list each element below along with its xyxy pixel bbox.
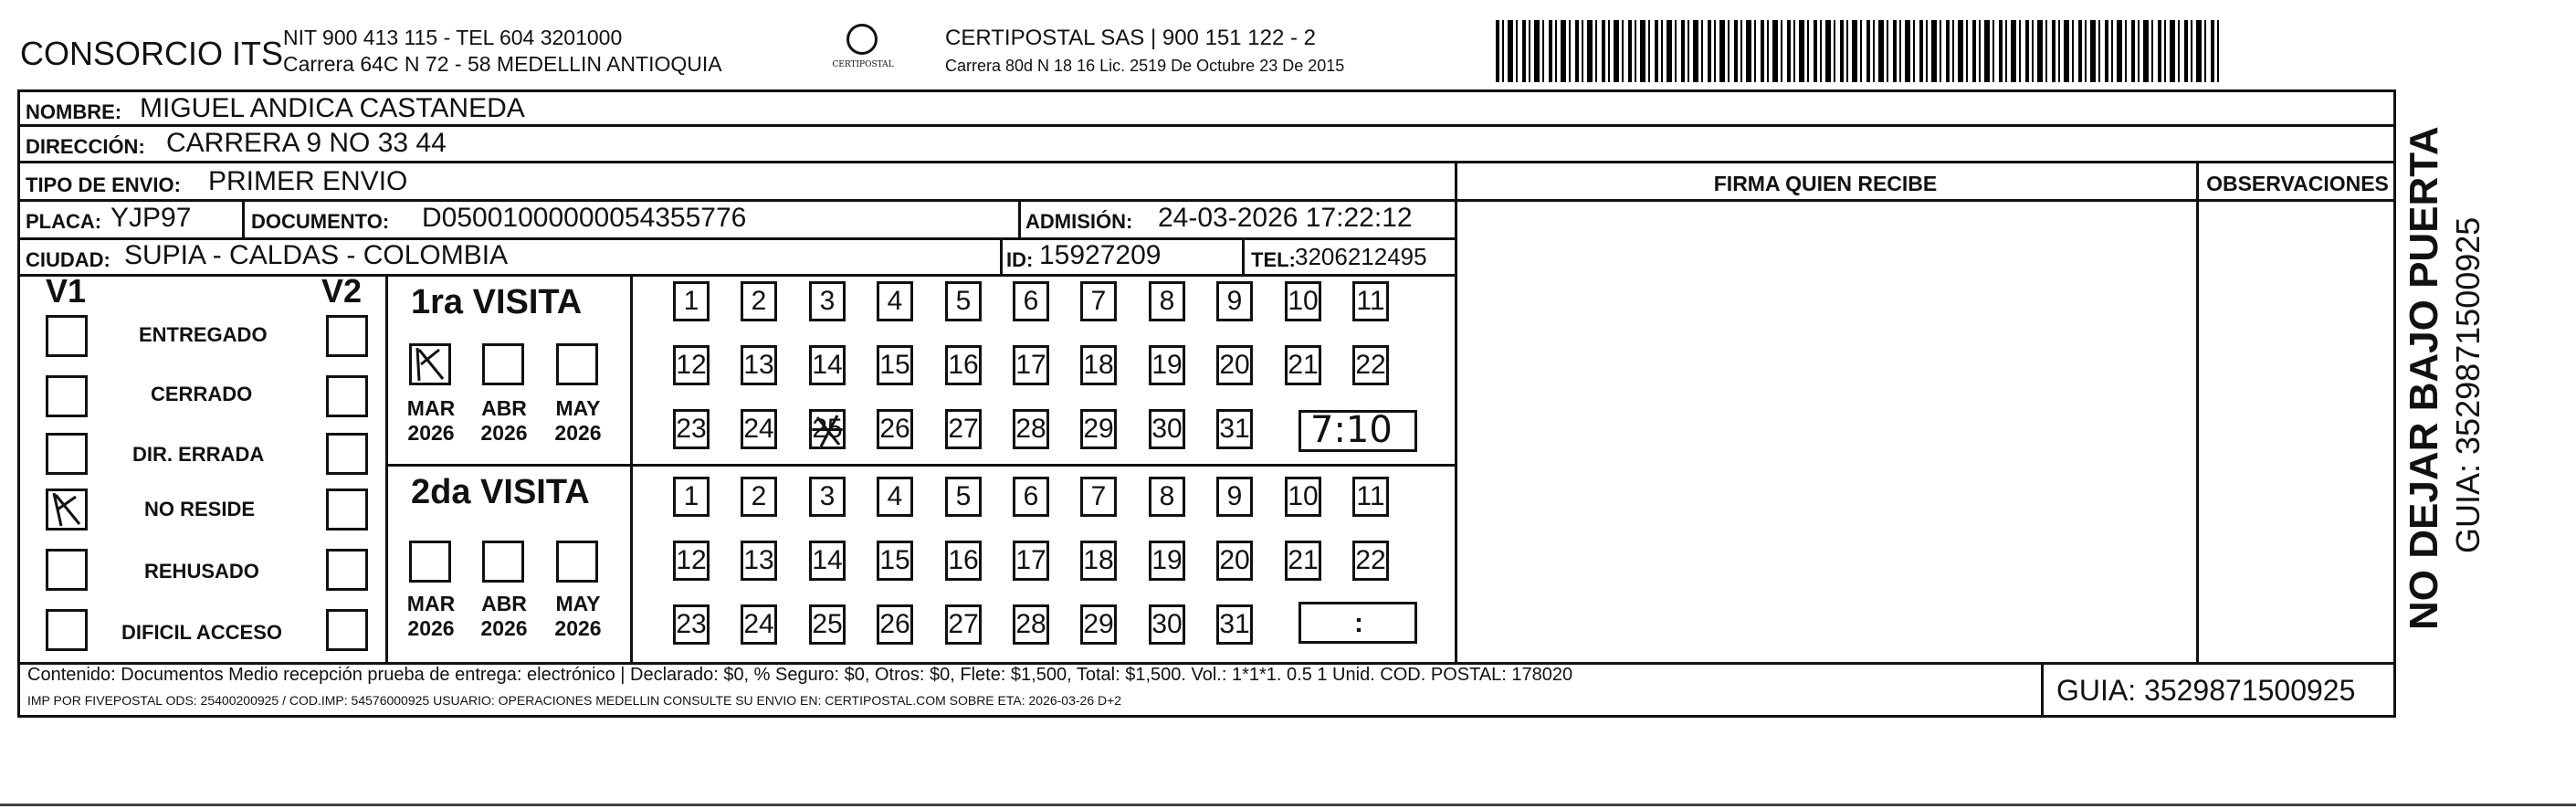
visit-1-day-14-box[interactable]: 14 bbox=[809, 345, 846, 385]
v2-dificil-acceso-checkbox[interactable] bbox=[326, 609, 368, 651]
visit-2-day-7-box[interactable]: 7 bbox=[1080, 477, 1117, 517]
visit-2-day-20-box[interactable]: 20 bbox=[1216, 541, 1253, 581]
v1-label: V1 bbox=[46, 272, 87, 310]
firma-label: FIRMA QUIEN RECIBE bbox=[1713, 172, 1938, 195]
tel-value: 3206212495 bbox=[1295, 243, 1427, 270]
observaciones-label: OBSERVACIONES bbox=[2206, 172, 2389, 195]
visit-1-day-4-box[interactable]: 4 bbox=[877, 281, 913, 321]
visit-2-day-18-box[interactable]: 18 bbox=[1080, 541, 1117, 581]
visit-1-day-9-box[interactable]: 9 bbox=[1216, 281, 1253, 321]
visit-1-day-25-box[interactable]: 25 bbox=[809, 409, 846, 449]
visit-1-month-abr-checkbox[interactable] bbox=[482, 343, 524, 385]
visit-1-day-7-box[interactable]: 7 bbox=[1080, 281, 1117, 321]
visit-1-day-2-box[interactable]: 2 bbox=[741, 281, 777, 321]
certipostal-logo bbox=[826, 24, 899, 79]
visit-2-day-26-box[interactable]: 26 bbox=[877, 604, 913, 645]
visit-2-day-22-box[interactable]: 22 bbox=[1352, 541, 1389, 581]
visit-2-day-1-box[interactable]: 1 bbox=[673, 477, 710, 517]
status-option-no-reside: NO RESIDE bbox=[144, 498, 256, 520]
visit-1-day-21-box[interactable]: 21 bbox=[1285, 345, 1321, 385]
visit-2-day-11-box[interactable]: 11 bbox=[1352, 477, 1389, 517]
check-mark-icon bbox=[48, 491, 85, 528]
visit-2-day-13-box[interactable]: 13 bbox=[741, 541, 777, 581]
visit-1-day-13-box[interactable]: 13 bbox=[741, 345, 777, 385]
visit-2-time-value: : bbox=[1354, 608, 1363, 638]
v1-rehusado-checkbox[interactable] bbox=[46, 549, 88, 591]
visit-1-day-31-box[interactable]: 31 bbox=[1216, 409, 1253, 449]
visit-1-day-10-box[interactable]: 10 bbox=[1285, 281, 1321, 321]
visit-2-day-21-box[interactable]: 21 bbox=[1285, 541, 1321, 581]
courier-license: Carrera 80d N 18 16 Lic. 2519 De Octubre 23 De 2015 bbox=[945, 57, 1345, 75]
tel-label: TEL: bbox=[1251, 248, 1296, 271]
v1-dir-errada-checkbox[interactable] bbox=[46, 433, 88, 475]
placa-value: YJP97 bbox=[110, 203, 192, 233]
visit-2-day-15-box[interactable]: 15 bbox=[877, 541, 913, 581]
visit-1-time-value: 7:10 bbox=[1310, 409, 1393, 451]
visit-1-title: 1ra VISITA bbox=[411, 283, 583, 321]
footer-guia: GUIA: 3529871500925 bbox=[2056, 674, 2356, 707]
visit-1-day-15-box[interactable]: 15 bbox=[877, 345, 913, 385]
visit-1-month-may-checkbox[interactable] bbox=[556, 343, 598, 385]
v1-no-reside-checkbox[interactable] bbox=[46, 489, 88, 531]
visit-1-day-18-box[interactable]: 18 bbox=[1080, 345, 1117, 385]
visit-2-day-5-box[interactable]: 5 bbox=[945, 477, 982, 517]
visit-1-time-field[interactable] bbox=[1299, 410, 1417, 452]
visit-2-day-25-box[interactable]: 25 bbox=[809, 604, 846, 645]
visit-2-month-may-checkbox[interactable] bbox=[556, 541, 598, 583]
visit-1-day-30-box[interactable]: 30 bbox=[1149, 409, 1185, 449]
barcode bbox=[1496, 20, 2222, 82]
visit-2-time-field[interactable] bbox=[1299, 602, 1417, 644]
v2-rehusado-checkbox[interactable] bbox=[326, 549, 368, 591]
visit-1-day-1-box[interactable]: 1 bbox=[673, 281, 710, 321]
ciudad-value: SUPIA - CALDAS - COLOMBIA bbox=[124, 240, 509, 270]
logo-text: CERTIPOSTAL bbox=[832, 60, 894, 69]
direccion-label: DIRECCIÓN: bbox=[26, 135, 145, 158]
visit-2-day-28-box[interactable]: 28 bbox=[1013, 604, 1049, 645]
v2-dir-errada-checkbox[interactable] bbox=[326, 433, 368, 475]
visit-2-day-2-box[interactable]: 2 bbox=[741, 477, 777, 517]
visit-1-month-mar-label: MAR 2026 bbox=[406, 396, 456, 445]
company-nit: NIT 900 413 115 - TEL 604 3201000 bbox=[283, 26, 623, 49]
visit-2-day-17-box[interactable]: 17 bbox=[1013, 541, 1049, 581]
v1-dificil-acceso-checkbox[interactable] bbox=[46, 609, 88, 651]
visit-1-day-22-box[interactable]: 22 bbox=[1352, 345, 1389, 385]
visit-1-day-23-box[interactable]: 23 bbox=[673, 409, 710, 449]
visit-2-day-3-box[interactable]: 3 bbox=[809, 477, 846, 517]
company-name: CONSORCIO ITS bbox=[20, 35, 284, 72]
footer-contenido: Contenido: Documentos Medio recepción prueba de entrega: electrónico | Declarado: $0, % Seguro: $0, Otros: $0, Flete: $1,500, Total: $1,500. Vol.: 1*1*1. 0.5 1 Unid. COD. POSTAL: 178020 bbox=[27, 665, 1573, 685]
visit-1-day-24-box[interactable]: 24 bbox=[741, 409, 777, 449]
visit-1-day-8-box[interactable]: 8 bbox=[1149, 281, 1185, 321]
check-mark-icon bbox=[412, 346, 448, 383]
observaciones-area[interactable] bbox=[2200, 202, 2394, 663]
id-label: ID: bbox=[1006, 248, 1034, 271]
visit-1-day-6-box[interactable]: 6 bbox=[1013, 281, 1049, 321]
visit-2-month-may-label: MAY 2026 bbox=[554, 592, 602, 640]
visit-1-day-11-box[interactable]: 11 bbox=[1352, 281, 1389, 321]
documento-value: D05001000000054355776 bbox=[422, 203, 747, 233]
visit-1-day-20-box[interactable]: 20 bbox=[1216, 345, 1253, 385]
v1-entregado-checkbox[interactable] bbox=[46, 315, 88, 357]
status-option-rehusado: REHUSADO bbox=[144, 560, 259, 583]
visit-1-day-29-box[interactable]: 29 bbox=[1080, 409, 1117, 449]
visit-1-day-3-box[interactable]: 3 bbox=[809, 281, 846, 321]
visit-1-day-5-box[interactable]: 5 bbox=[945, 281, 982, 321]
ciudad-label: CIUDAD: bbox=[26, 248, 110, 271]
side-warning: NO DEJAR BAJO PUERTA bbox=[2402, 126, 2446, 630]
documento-label: DOCUMENTO: bbox=[251, 210, 390, 233]
visit-2-day-29-box[interactable]: 29 bbox=[1080, 604, 1117, 645]
visit-2-day-27-box[interactable]: 27 bbox=[945, 604, 982, 645]
id-value: 15927209 bbox=[1039, 240, 1162, 270]
visit-2-month-mar-label: MAR 2026 bbox=[406, 592, 456, 640]
visit-2-day-16-box[interactable]: 16 bbox=[945, 541, 982, 581]
admision-label: ADMISIÓN: bbox=[1025, 210, 1133, 233]
visit-1-day-26-box[interactable]: 26 bbox=[877, 409, 913, 449]
visit-2-day-12-box[interactable]: 12 bbox=[673, 541, 710, 581]
visit-2-day-19-box[interactable]: 19 bbox=[1149, 541, 1185, 581]
v2-entregado-checkbox[interactable] bbox=[326, 315, 368, 357]
visit-2-month-abr-checkbox[interactable] bbox=[482, 541, 524, 583]
visit-2-day-10-box[interactable]: 10 bbox=[1285, 477, 1321, 517]
visit-2-day-4-box[interactable]: 4 bbox=[877, 477, 913, 517]
visit-1-day-12-box[interactable]: 12 bbox=[673, 345, 710, 385]
page-edge-line bbox=[0, 804, 2576, 806]
tipo-envio-label: TIPO DE ENVIO: bbox=[26, 173, 181, 196]
placa-label: PLACA: bbox=[26, 210, 102, 233]
direccion-value: CARRERA 9 NO 33 44 bbox=[166, 128, 447, 158]
visit-2-day-8-box[interactable]: 8 bbox=[1149, 477, 1185, 517]
visit-1-day-19-box[interactable]: 19 bbox=[1149, 345, 1185, 385]
status-option-entregado: ENTREGADO bbox=[139, 323, 268, 346]
visit-2-day-31-box[interactable]: 31 bbox=[1216, 604, 1253, 645]
check-mark-icon bbox=[812, 412, 848, 452]
visit-2-day-9-box[interactable]: 9 bbox=[1216, 477, 1253, 517]
v2-no-reside-checkbox[interactable] bbox=[326, 489, 368, 531]
logo-circle-icon bbox=[846, 24, 878, 55]
visit-2-day-30-box[interactable]: 30 bbox=[1149, 604, 1185, 645]
v1-cerrado-checkbox[interactable] bbox=[46, 375, 88, 417]
visit-2-month-mar-checkbox[interactable] bbox=[409, 541, 451, 583]
firma-area[interactable] bbox=[1458, 202, 2194, 663]
visit-1-day-17-box[interactable]: 17 bbox=[1013, 345, 1049, 385]
tipo-envio-value: PRIMER ENVIO bbox=[208, 166, 408, 196]
footer-imp: IMP POR FIVEPOSTAL ODS: 25400200925 / COD.IMP: 54576000925 USUARIO: OPERACIONES MEDELLIN CONSULTE SU ENVIO EN: CERTIPOSTAL.COM SOBRE ETA: 2026-03-26 D+2 bbox=[27, 693, 1122, 708]
visit-1-month-abr-label: ABR 2026 bbox=[480, 396, 528, 445]
status-option-dir-errada: DIR. ERRADA bbox=[132, 443, 265, 466]
visit-2-day-24-box[interactable]: 24 bbox=[741, 604, 777, 645]
visit-1-month-may-label: MAY 2026 bbox=[554, 396, 602, 445]
visit-1-month-mar-checkbox[interactable] bbox=[409, 343, 451, 385]
v2-label: V2 bbox=[321, 272, 363, 310]
v2-cerrado-checkbox[interactable] bbox=[326, 375, 368, 417]
status-option-dificil-acceso: DIFICIL ACCESO bbox=[121, 621, 283, 644]
visit-1-day-16-box[interactable]: 16 bbox=[945, 345, 982, 385]
visit-2-day-14-box[interactable]: 14 bbox=[809, 541, 846, 581]
visit-2-day-23-box[interactable]: 23 bbox=[673, 604, 710, 645]
visit-2-title: 2da VISITA bbox=[411, 473, 590, 511]
nombre-label: NOMBRE: bbox=[26, 100, 122, 123]
visit-1-day-27-box[interactable]: 27 bbox=[945, 409, 982, 449]
side-guia: GUIA: 3529871500925 bbox=[2449, 216, 2487, 553]
status-option-cerrado: CERRADO bbox=[151, 383, 253, 405]
visit-2-month-abr-label: ABR 2026 bbox=[480, 592, 528, 640]
nombre-value: MIGUEL ANDICA CASTANEDA bbox=[140, 93, 525, 123]
courier-name: CERTIPOSTAL SAS | 900 151 122 - 2 bbox=[945, 26, 1316, 50]
admision-value: 24-03-2026 17:22:12 bbox=[1158, 203, 1413, 233]
visit-1-day-28-box[interactable]: 28 bbox=[1013, 409, 1049, 449]
visit-2-day-6-box[interactable]: 6 bbox=[1013, 477, 1049, 517]
company-address: Carrera 64C N 72 - 58 MEDELLIN ANTIOQUIA bbox=[283, 52, 722, 76]
